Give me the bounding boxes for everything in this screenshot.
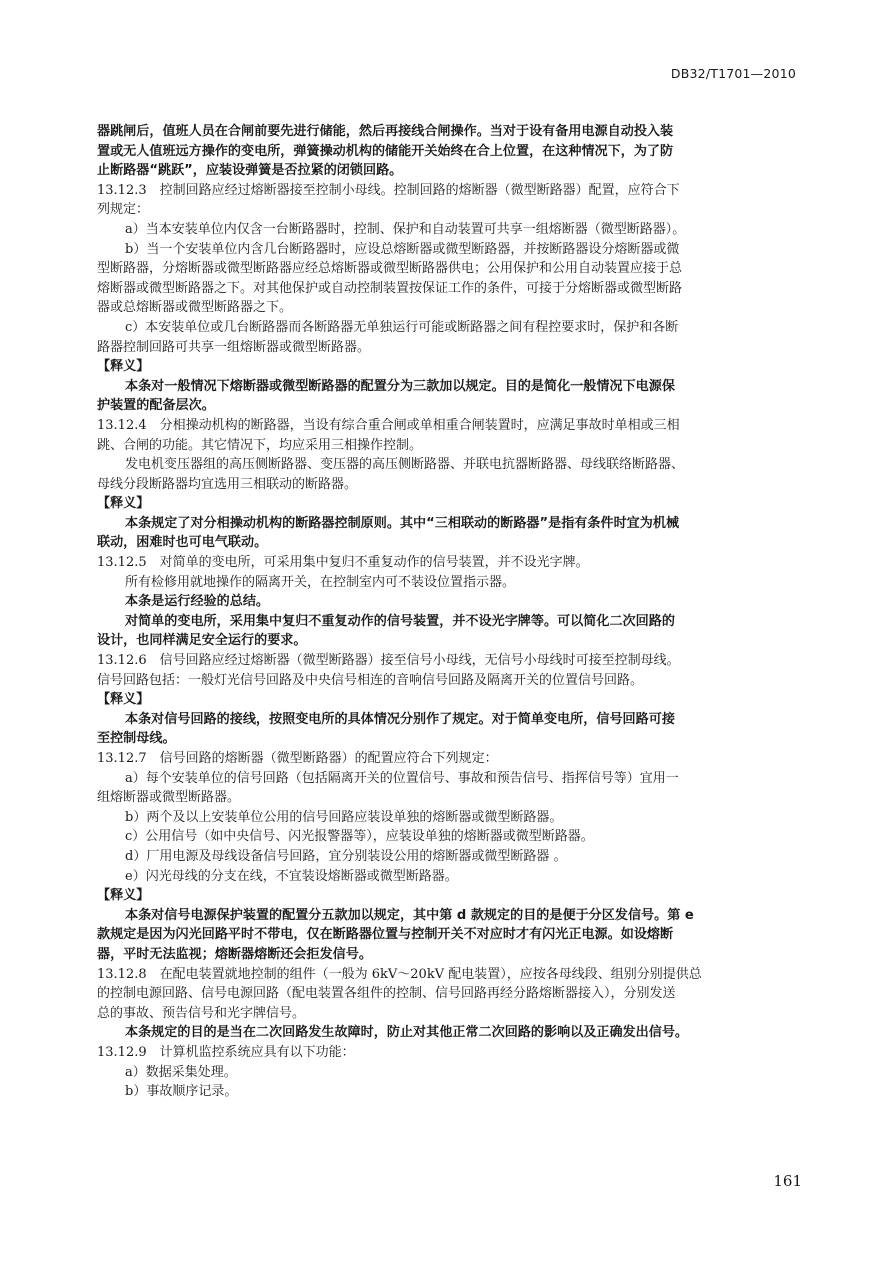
clause-line: a）每个安装单位的信号回路（包括隔离开关的位置信号、事故和预告信号、指挥信号等）宜用一 — [125, 770, 679, 786]
clause-line: b）当一个安装单位内含几台断路器时，应设总熔断器或微型断路器，并按断路器设分熔断器或微 — [125, 241, 680, 257]
clause-line: a）当本安装单位内仅含一台断路器时，控制、保护和自动装置可共享一组熔断器（微型断路器）。 — [125, 221, 686, 237]
page-number: 161 — [773, 1172, 802, 1190]
annotation-line: 本条规定了对分相操动机构的断路器控制原则。其中“三相联动的断路器”是指有条件时宜为机械 — [125, 515, 680, 531]
annotation-line: 【释义】 — [97, 888, 150, 904]
clause-line: 13.12.7 信号回路的熔断器（微型断路器）的配置应符合下列规定： — [97, 751, 498, 766]
annotation-line: 器跳闸后，值班人员在合闸前要先进行储能，然后再接线合闸操作。当对于设有备用电源自动投入装 — [97, 124, 674, 139]
annotation-line: 止断路器“跳跃”，应装设弹簧是否拉紧的闭锁回路。 — [97, 163, 403, 179]
annotation-line: 本条对信号回路的接线，按照变电所的具体情况分别作了规定。对于简单变电所，信号回路可接 — [125, 711, 675, 727]
clause-line: b）两个及以上安装单位公用的信号回路应装设单独的熔断器或微型断路器。 — [125, 809, 563, 825]
annotation-line: 对简单的变电所，采用集中复归不重复动作的信号装置，并不设光字牌等。可以简化二次回路的 — [125, 613, 675, 629]
clause-line: 13.12.4 分相操动机构的断路器，当设有综合重合闸或单相重合闸装置时，应满足事故时单相或三相 — [97, 417, 680, 433]
clause-line: 发电机变压器组的高压侧断路器、变压器的高压侧断路器、并联电抗器断路器、母线联络断路器、 — [125, 457, 685, 473]
clause-line: 13.12.9 计算机监控系统应具有以下功能： — [97, 1044, 355, 1060]
clause-line: 总的事故、预告信号和光字牌信号。 — [97, 1005, 306, 1021]
clause-line: 母线分段断路器均宜选用三相联动的断路器。 — [97, 476, 358, 492]
annotation-line: 器，平时无法监视；熔断器熔断还会拒发信号。 — [97, 946, 372, 962]
annotation-line: 本条规定的目的是当在二次回路发生故障时，防止对其他正常二次回路的影响以及正确发出信号。 — [125, 1025, 689, 1041]
annotation-line: 本条对信号电源保护装置的配置分五款加以规定，其中第 d 款规定的目的是便于分区发信号。第 e — [125, 907, 694, 923]
clause-line: 列规定： — [97, 202, 150, 218]
clause-line: 器或总熔断器或微型断路器之下。 — [97, 300, 293, 316]
annotation-line: 至控制母线。 — [97, 731, 176, 747]
clause-line: 跳、合闸的功能。其它情况下，均应采用三相操作控制。 — [97, 437, 423, 453]
clause-line: 13.12.8 在配电装置就地控制的组件（一般为 6kV～20kV 配电装置），应按各母线段、组别分别提供总 — [97, 966, 702, 982]
annotation-line: 款规定是因为闪光回路平时不带电，仅在断路器位置与控制开关不对应时才有闪光正电源。如设熔断 — [97, 927, 674, 943]
annotation-line: 【释义】 — [97, 496, 150, 512]
annotation-line: 联动，困难时也可电气联动。 — [97, 535, 268, 551]
clause-line: 13.12.3 控制回路应经过熔断器接至控制小母线。控制回路的熔断器（微型断路器）配置，应符合下 — [97, 182, 680, 198]
clause-line: 13.12.5 对简单的变电所，可采用集中复归不重复动作的信号装置，并不设光字牌。 — [97, 555, 589, 571]
annotation-line: 【释义】 — [97, 359, 150, 375]
clause-line: a）数据采集处理。 — [125, 1064, 237, 1080]
annotation-line: 本条是运行经验的总结。 — [125, 594, 270, 610]
annotation-line: 设计，也同样满足安全运行的要求。 — [97, 633, 307, 649]
clause-line: c）公用信号（如中央信号、闪光报警器等），应装设单独的熔断器或微型断路器。 — [125, 829, 594, 845]
document-code-header: DB32/T1701—2010 — [670, 66, 796, 81]
annotation-line: 【释义】 — [97, 692, 150, 708]
clause-line: d）厂用电源及母线设备信号回路，宜分别装设公用的熔断器或微型断路器 。 — [125, 848, 567, 864]
clause-line: 路器控制回路可共享一组熔断器或微型断路器。 — [97, 339, 371, 355]
clause-line: c）本安装单位或几台断路器而各断路器无单独运行可能或断路器之间有程控要求时，保护和各断 — [125, 319, 679, 335]
annotation-line: 本条对一般情况下熔断器或微型断路器的配置分为三款加以规定。目的是简化一般情况下电源保 — [125, 378, 675, 394]
annotation-line: 护装置的配备层次。 — [97, 398, 215, 414]
clause-line: 组熔断器或微型断路器。 — [97, 790, 241, 806]
clause-line: 的控制电源回路、信号电源回路（配电装置各组件的控制、信号回路再经分路熔断器接入），分别发送 — [97, 986, 676, 1002]
clause-line: 熔断器或微型断路器之下。对其他保护或自动控制装置按保证工作的条件，可接于分熔断器或微型断路 — [97, 280, 683, 296]
clause-line: 信号回路包括：一般灯光信号回路及中央信号相连的音响信号回路及隔离开关的位置信号回路。 — [97, 672, 644, 688]
clause-line: 型断路器，分熔断器或微型断路器应经总熔断器或微型断路器供电；公用保护和公用自动装置应接于总 — [97, 261, 683, 277]
clause-line: 13.12.6 信号回路应经过熔断器（微型断路器）接至信号小母线，无信号小母线时可接至控制母线。 — [97, 653, 680, 669]
clause-line: 所有检修用就地操作的隔离开关，在控制室内可不装设位置指示器。 — [125, 574, 516, 590]
document-body — [97, 122, 800, 1102]
clause-line: b）事故顺序记录。 — [125, 1084, 238, 1100]
annotation-line: 置或无人值班远方操作的变电所，弹簧操动机构的储能开关始终在合上位置，在这种情况下，为了防 — [97, 143, 674, 159]
clause-line: e）闪光母线的分支在线，不宜装设熔断器或微型断路器。 — [125, 868, 458, 884]
